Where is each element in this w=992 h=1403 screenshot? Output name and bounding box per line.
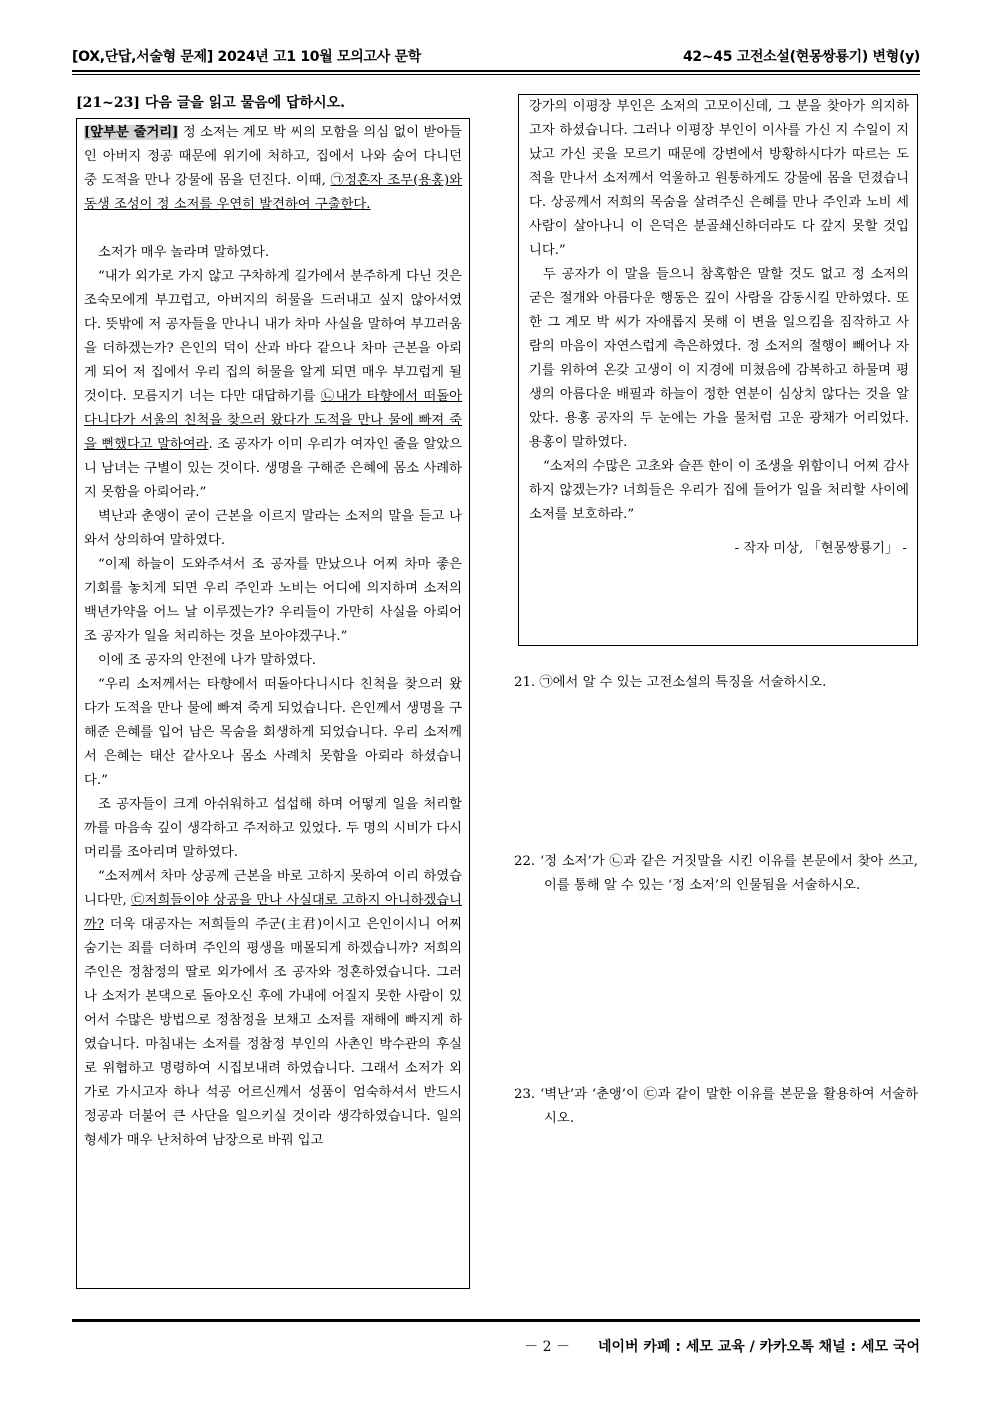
header-rule-thin bbox=[72, 74, 920, 75]
question-number: 21. bbox=[514, 675, 536, 690]
passage-paragraph: 두 공자가 이 말을 들으니 참혹함은 말할 것도 없고 정 소저의 굳은 절개와 아름다운 행동은 깊이 사람을 감동시킬 만하였다. 또한 그 계모 박 씨가 자애롭지 못해 이 변을 일으킴을 짐작하고 사람의 마음이 자연스럽게 측은하였다. 정 소저의 절행이 빼어나 자기를 위하여 온갖 고생이 이 지경에 미쳤음에 감복하고 하물며 평생의 아름다운 배필과 하늘이 정한 연분이 심상치 않다는 것을 알았다. 용홍 공자의 두 눈에는 가을 물처럼 고운 광채가 어리었다. 용홍이 말하였다. bbox=[529, 267, 909, 450]
passage-text: 더욱 대공자는 저희들의 주군(主君)이시고 은인이시니 어찌 숨기는 죄를 더하며 주인의 평생을 매몰되게 하겠습니까? 저희의 주인은 정참정의 딸로 외가에서 조 공자와 정혼하였습니다. 그러나 소저가 본댁으로 돌아오신 후에 가내에 어질지 못한 사람이 있어서 수많은 방법으로 정참정을 보채고 소저를 재해에 빠지게 하였습니다. 마침내는 소저를 정참정 부인의 사촌인 박수관의 후실로 위협하고 명령하여 시집보내려 하였습니다. 그래서 소저가 외가로 가시고자 하나 석공 어르신께서 성품이 엄숙하셔서 반드시 정공과 더불어 큰 사단을 일으키실 것이라 생각하였습니다. 일의 형세가 매우 난처하여 남장으로 바꿔 입고 bbox=[84, 917, 462, 1148]
underline-c: ㉢저희들이야 상공을 만나 사실대로 고하지 아니하겠습니까? bbox=[84, 893, 462, 932]
question-22 bbox=[514, 850, 918, 898]
header-title: [OX,단답,서술형 문제] 2024년 고1 10월 모의고사 문학 bbox=[72, 49, 421, 65]
passage-paragraph bbox=[84, 265, 462, 505]
question-text: ㉠에서 알 수 있는 고전소설의 특징을 서술하시오. bbox=[539, 675, 827, 690]
summary-label: [앞부분 줄거리] bbox=[84, 125, 179, 140]
passage-box-right bbox=[518, 94, 918, 646]
passage-paragraph: 이에 조 공자의 안전에 나가 말하였다. bbox=[98, 653, 317, 668]
question-number: 23. bbox=[514, 1087, 536, 1102]
header-rule bbox=[72, 70, 920, 72]
passage-paragraph: 강가의 이평장 부인은 소저의 고모이신데, 그 분을 찾아가 의지하고자 하셨습니다. 그러나 이평장 부인이 이사를 가신 지 수일이 지났고 가신 곳을 모르기 때문에 강변에서 방황하시다가 따르는 도적을 만나서 소저께서 억울하고 원통하게도 강물에 몸을 던졌습니다. 상공께서 저희의 목숨을 살려주신 은혜를 만나 주인과 노비 세 사람이 살아나니 이 은덕은 분골쇄신하더라도 다 갚지 못할 것입니다.” bbox=[529, 99, 909, 258]
question-23 bbox=[514, 1083, 918, 1131]
page-number: － 2 － bbox=[524, 1339, 570, 1355]
question-number: 22. bbox=[514, 854, 536, 869]
passage-paragraph: 벽난과 춘앵이 굳이 근본을 이르지 말라는 소저의 말을 듣고 나와서 상의하여 말하였다. bbox=[84, 509, 462, 548]
blank-line bbox=[84, 217, 462, 241]
header-section: 42~45 고전소설(현몽쌍룡기) 변형(y) bbox=[682, 49, 920, 65]
passage-paragraph: “이제 하늘이 도와주셔서 조 공자를 만났으나 어찌 차마 좋은 기회를 놓치게 되면 우리 주인과 노비는 어디에 의지하며 소저의 백년가약을 어느 날 이루겠는가? 우리들이 가만히 사실을 아뢰어 조 공자가 일을 처리하는 것을 보아야겠구나.” bbox=[84, 557, 462, 644]
question-text: ‘정 소저’가 ㉡과 같은 거짓말을 시킨 이유를 본문에서 찾아 쓰고, 이를 통해 알 수 있는 ‘정 소저’의 인물됨을 서술하시오. bbox=[539, 854, 918, 893]
underline-a: ㉠정혼자 조무(용홍)와 동생 조성이 정 소저를 우연히 발견하여 구출한다. bbox=[84, 173, 462, 212]
passage-text: “소저께서 차마 상공께 근본을 바로 고하지 못하여 이리 하였습니다만, bbox=[84, 869, 462, 908]
passage-paragraph bbox=[84, 865, 462, 1153]
question-21 bbox=[514, 671, 918, 695]
footer-rule bbox=[72, 1319, 920, 1322]
passage-text: “내가 외가로 가지 않고 구차하게 길가에서 분주하게 다닌 것은 조숙모에게 부끄럽고, 아버지의 허물을 드러내고 싶지 않아서였다. 뜻밖에 저 공자들을 만나니 내가 차마 사실을 말하여 부끄러움을 더하겠는가? 은인의 덕이 산과 바다 같으나 차마 근본을 아뢰게 되어 저 집에서 우리 집의 허물을 알게 되면 매우 부끄럽게 될 것이다. 모름지기 너는 다만 대답하기를 bbox=[84, 269, 462, 404]
passage-box-left bbox=[76, 118, 470, 1289]
passage-paragraph: “우리 소저께서는 타향에서 떠돌아다니시다 친척을 찾으러 왔다가 도적을 만나 물에 빠져 죽게 되었습니다. 은인께서 생명을 구해준 은혜를 입어 남은 목숨을 회생하게 되었습니다. 우리 소저께서 은혜는 태산 같사오나 몸소 사례치 못함을 아뢰라 하셨습니다.” bbox=[84, 677, 462, 788]
source-citation: - 작자 미상, 「현몽쌍룡기」 - bbox=[734, 541, 907, 556]
summary-text: 정 소저는 계모 박 씨의 모함을 의심 없이 받아들인 아버지 정공 때문에 위기에 처하고, 집에서 나와 숨어 다니던 중 도적을 만나 강물에 몸을 던진다. 이때, bbox=[84, 125, 463, 188]
underline-b: ㉡내가 타향에서 떠돌아다니다가 서울의 친척을 찾으러 왔다가 도적을 만나 물에 빠져 죽을 뻔했다고 말하여라 bbox=[84, 389, 462, 452]
passage-paragraph: 소저가 매우 놀라며 말하였다. bbox=[98, 245, 270, 260]
footer-text: 네이버 카페 : 세모 교육 / 카카오톡 채널 : 세모 국어 bbox=[597, 1339, 920, 1355]
passage-text: . 조 공자가 이미 우리가 여자인 줄을 알았으니 남녀는 구별이 있는 것이다. 생명을 구해준 은혜에 몸소 사례하지 못함을 아뢰어라.” bbox=[84, 437, 462, 500]
footer bbox=[524, 1336, 920, 1356]
question-text: ‘벽난’과 ‘춘앵’이 ㉢과 같이 말한 이유를 본문을 활용하여 서술하시오. bbox=[540, 1087, 918, 1126]
passage-paragraph: 조 공자들이 크게 아쉬워하고 섭섭해 하며 어떻게 일을 처리할까를 마음속 깊이 생각하고 주저하고 있었다. 두 명의 시비가 다시 머리를 조아리며 말하였다. bbox=[84, 797, 462, 860]
passage-paragraph: “소저의 수많은 고초와 슬픈 한이 이 조생을 위함이니 어찌 감사하지 않겠는가? 너희들은 우리가 집에 들어가 일을 처리할 사이에 소저를 보호하라.” bbox=[529, 459, 909, 522]
instruction: [21~23] 다음 글을 읽고 물음에 답하시오. bbox=[76, 95, 345, 111]
summary-paragraph bbox=[84, 121, 462, 217]
